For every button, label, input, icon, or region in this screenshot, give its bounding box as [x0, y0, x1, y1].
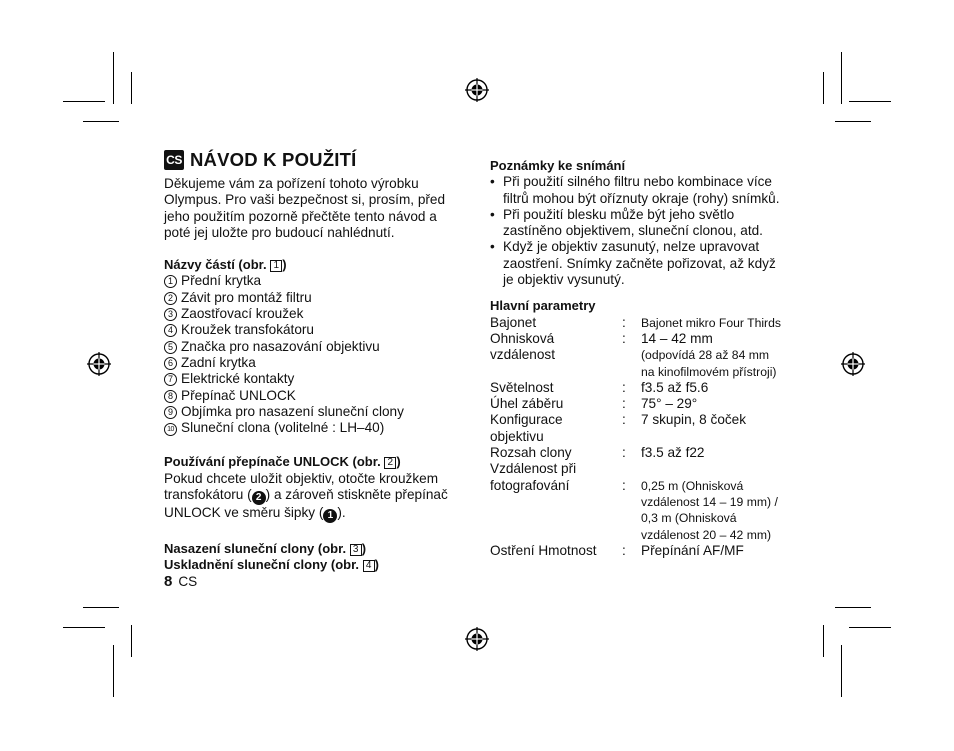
spec-value: 0,25 m (Ohnisková [641, 478, 744, 493]
unlock-line: transfokátoru ( 2 ) a zároveň stiskněte přepínač [164, 487, 448, 504]
list-item: 5 Značka pro nasazování objektivu [164, 339, 464, 355]
page-number: 8 CS [164, 573, 198, 590]
spec-separator: : [622, 379, 626, 395]
spec-value: Bajonet mikro Four Thirds [641, 315, 781, 330]
spec-key [490, 527, 622, 543]
spec-value: f3.5 až f22 [641, 445, 705, 461]
spec-separator: : [622, 542, 626, 558]
left-column [164, 150, 464, 574]
notes-list [490, 174, 800, 288]
spec-separator: : [622, 477, 626, 493]
spec-key: Vzdálenost při [490, 461, 577, 477]
parts-list [164, 273, 464, 436]
list-item: • Když je objektiv zasunutý, nelze upravovat zaostření. Snímky začněte pořizovat, až když je objektiv vysunutý. [490, 239, 800, 288]
list-item: 7 Elektrické kontakty [164, 371, 464, 387]
intro-line: poté jej uložte pro budoucí nahlédnutí. [164, 224, 395, 240]
list-item: 9 Objímka pro nasazení sluneční clony [164, 404, 464, 420]
spec-separator: : [622, 445, 626, 461]
intro-line: Děkujeme vám za pořízení tohoto výrobku [164, 176, 419, 191]
spec-separator: : [622, 396, 626, 412]
spec-value: 7 skupin, 8 čoček [641, 412, 747, 428]
spec-value: vzdálenost 20 – 42 mm) [641, 527, 772, 542]
spec-value: 0,3 m (Ohnisková [641, 511, 737, 526]
figure-ref-box: 4 [363, 560, 375, 572]
parts-heading: Názvy částí (obr. 1 ) [164, 257, 287, 273]
spec-separator: : [622, 412, 626, 428]
registration-mark-top-icon [465, 78, 489, 102]
spec-separator: : [622, 330, 626, 346]
hood-store-heading: Uskladnění sluneční clony (obr. 4 ) [164, 557, 380, 573]
registration-mark-left-icon [87, 352, 111, 376]
spec-separator [622, 461, 641, 477]
figure-ref-box: 3 [350, 544, 362, 556]
language-badge: CS [164, 150, 184, 170]
notes-heading: Poznámky ke snímání [490, 158, 626, 173]
unlock-section [164, 454, 464, 523]
spec-value: f3.5 až f5.6 [641, 379, 709, 395]
page-title [164, 150, 464, 170]
specs-table [490, 315, 800, 559]
spec-value: na kinofilmovém přístroji) [641, 364, 777, 379]
list-item: 4 Kroužek transfokátoru [164, 322, 464, 338]
registration-mark-right-icon [841, 352, 865, 376]
list-item: 3 Zaostřovací kroužek [164, 306, 464, 322]
list-item: 2 Závit pro montáž filtru [164, 290, 464, 306]
spec-value: (odpovídá 28 až 84 mm [641, 348, 770, 363]
spec-key: Rozsah clony [490, 445, 572, 461]
intro-line: jeho použitím pozorně přečtěte tento návod a [164, 208, 437, 224]
spec-value: vzdálenost 14 – 19 mm) / [641, 494, 778, 509]
list-item: • Při použití blesku může být jeho světlo zastíněno objektivem, sluneční clonou, atd. [490, 207, 800, 240]
spec-separator [622, 494, 641, 510]
spec-separator [622, 347, 641, 363]
title-text: NÁVOD K POUŽITÍ [190, 148, 357, 170]
list-item: • Při použití silného filtru nebo kombinace více filtrů mohou být oříznuty okraje (rohy) snímků. [490, 174, 800, 207]
spec-separator [622, 527, 641, 543]
unlock-heading: Používání přepínače UNLOCK (obr. 2 ) [164, 454, 401, 470]
intro-line: Olympus. Pro vaši bezpečnost si, prosím, před [164, 192, 446, 208]
intro-paragraph [164, 176, 464, 241]
step-1-marker: 1 [323, 509, 337, 523]
right-column [490, 158, 800, 559]
spec-separator [622, 429, 641, 445]
spec-key: fotografování [490, 477, 570, 493]
unlock-line: Pokud chcete uložit objektiv, otočte kroužkem [164, 470, 439, 486]
spec-key [490, 364, 622, 380]
hood-attach-heading: Nasazení sluneční clony (obr. 3 ) [164, 541, 367, 557]
step-2-marker: 2 [252, 491, 266, 505]
spec-value: 14 – 42 mm [641, 330, 713, 346]
specs-heading: Hlavní parametry [490, 298, 596, 314]
spec-value: 75° – 29° [641, 396, 698, 412]
spec-key: Ostření Hmotnost [490, 542, 597, 558]
spec-separator [622, 364, 641, 380]
spec-key: Ohnisková [490, 330, 555, 346]
list-item: 1 Přední krytka [164, 273, 464, 289]
spec-key [490, 510, 622, 526]
spec-key: Úhel záběru [490, 396, 564, 412]
list-item: 10 Sluneční clona (volitelné : LH–40) [164, 420, 464, 436]
spec-separator [622, 510, 641, 526]
spec-value: Přepínání AF/MF [641, 542, 744, 558]
spec-value [641, 429, 801, 445]
spec-value [641, 461, 801, 477]
spec-key: Konfigurace [490, 412, 563, 428]
list-item: 6 Zadní krytka [164, 355, 464, 371]
spec-separator: : [622, 314, 626, 330]
list-item: 8 Přepínač UNLOCK [164, 388, 464, 404]
spec-key: objektivu [490, 428, 544, 444]
hood-section [164, 541, 464, 574]
spec-key [490, 494, 622, 510]
registration-mark-bottom-icon [465, 627, 489, 651]
figure-ref-box: 2 [384, 457, 396, 469]
spec-key: Bajonet [490, 314, 537, 330]
spec-key: vzdálenost [490, 347, 555, 363]
figure-ref-box: 1 [270, 260, 282, 272]
spec-key: Světelnost [490, 379, 554, 395]
unlock-line: UNLOCK ve směru šipky ( 1 ). [164, 505, 346, 522]
